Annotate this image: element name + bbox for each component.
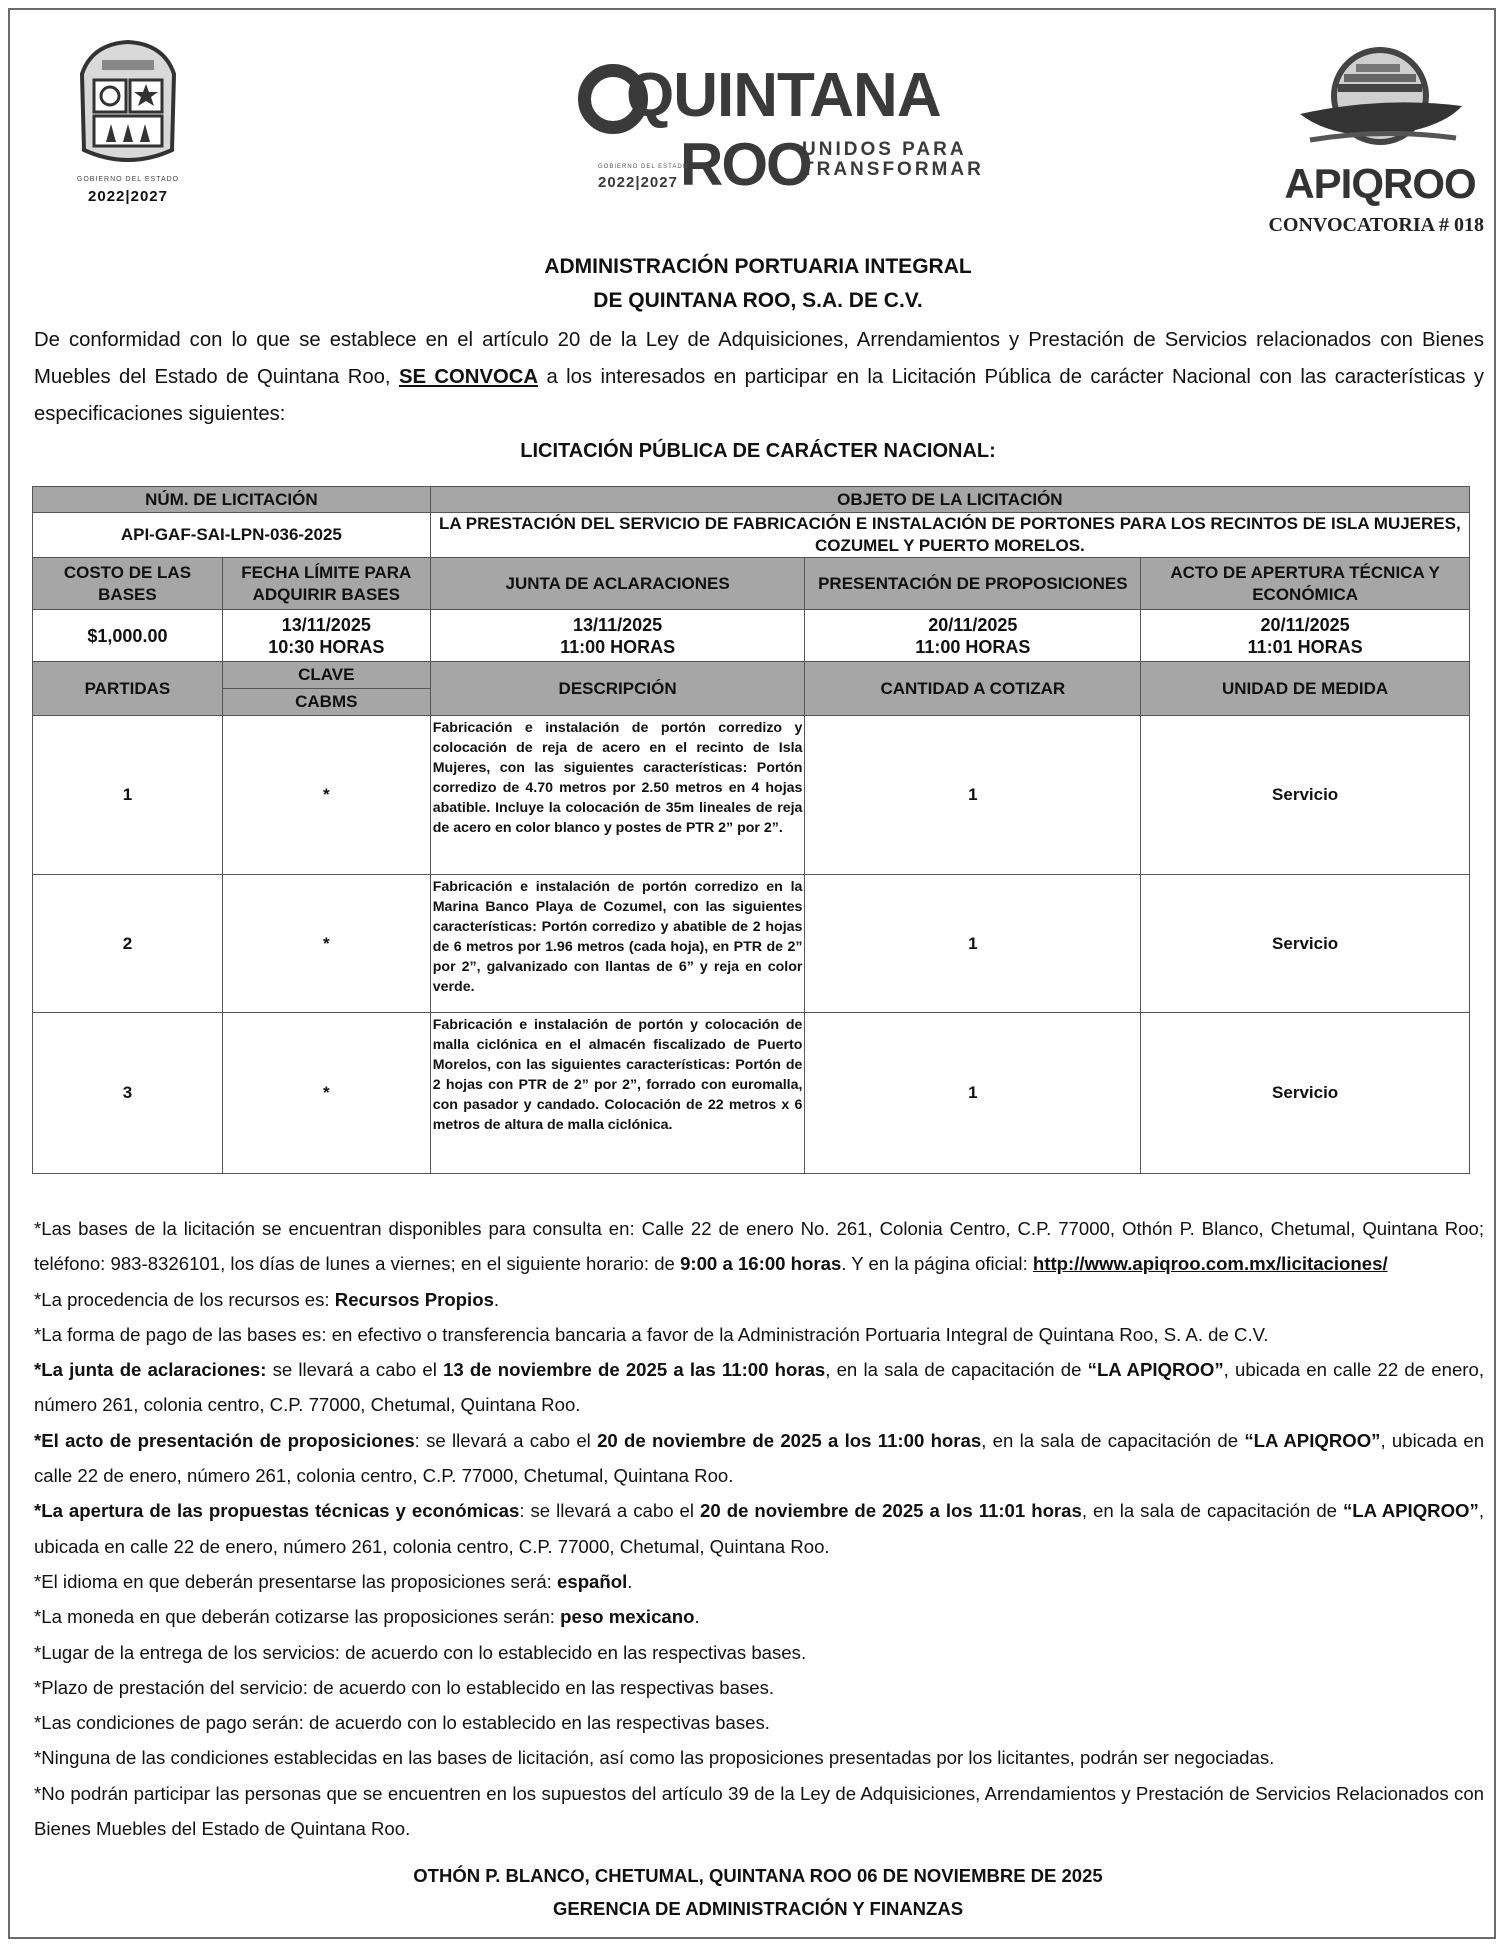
licitacion-table	[32, 486, 1470, 1174]
note-lugar-entrega: *Lugar de la entrega de los servicios: de acuerdo con lo establecido en las respectivas bases.	[34, 1641, 807, 1663]
header-num-licitacion: NÚM. DE LICITACIÓN	[33, 487, 431, 513]
table-row	[33, 875, 1470, 1013]
note-recursos	[34, 1282, 1484, 1317]
header-descripcion: DESCRIPCIÓN	[430, 662, 805, 716]
junta-time: 11:00 HORAS	[560, 636, 676, 657]
note-idioma	[34, 1564, 1484, 1599]
presentacion-value	[805, 610, 1141, 662]
organization-line-1: ADMINISTRACIÓN PORTUARIA INTEGRAL	[544, 255, 972, 278]
left-logo-gov-text: GOBIERNO DEL ESTADO	[76, 176, 180, 183]
center-logo-gov-text: GOBIERNO DEL ESTADO	[598, 164, 689, 170]
header-partidas: PARTIDAS	[33, 662, 223, 716]
clave-value: *	[222, 716, 430, 875]
note-presentacion	[34, 1423, 1484, 1494]
note-text: , ubicada en calle 22 de enero, número 261, colonia centro, C.P. 77000, Chetumal, Quintana Roo.	[34, 1359, 1484, 1416]
description-text: Fabricación e instalación de portón corredizo en la Marina Banco Playa de Cozumel, con las siguientes características: Portón corredizo y abatible de 2 hojas de 6 metros por 1.96 metros (cada hoja), en PTR de 2” por 2”, galvanizado con llantas de 6” y reja en color verde.	[430, 875, 805, 1013]
note-text: .	[694, 1606, 700, 1628]
note-text: , en la sala de capacitación de	[825, 1359, 1088, 1381]
note-forma-pago: *La forma de pago de las bases es: en efectivo o transferencia bancaria a favor de la Administración Portuaria Integral de Quintana Roo, S. A. de C.V.	[34, 1323, 1269, 1345]
header-cantidad: CANTIDAD A COTIZAR	[805, 662, 1141, 716]
header-junta-aclaraciones: JUNTA DE ACLARACIONES	[430, 558, 805, 610]
header-clave: CLAVE	[222, 662, 430, 689]
note-moneda	[34, 1599, 1484, 1634]
note-apertura	[34, 1493, 1484, 1564]
footer-place-date: OTHÓN P. BLANCO, CHETUMAL, QUINTANA ROO 06 DE NOVIEMBRE DE 2025	[413, 1865, 1103, 1886]
left-logo-period: 2022|2027	[88, 188, 168, 205]
unidad-value: Servicio	[1141, 875, 1470, 1013]
cantidad-value: 1	[805, 716, 1141, 875]
note-text: se llevará a cabo el	[266, 1359, 444, 1381]
acto-time: 11:01 HORAS	[1247, 636, 1363, 657]
note-bases	[34, 1211, 1484, 1282]
note-text: , ubicada en calle 22 de enero, número 261, colonia centro, C.P. 77000, Chetumal, Quintana Roo.	[34, 1500, 1484, 1557]
presentacion-date: 20/11/2025	[928, 614, 1018, 635]
apiqroo-logo	[1280, 44, 1480, 207]
note-bold: 13 de noviembre de 2025 a las 11:00 horas	[443, 1359, 826, 1381]
unidad-value: Servicio	[1141, 716, 1470, 875]
clave-value: *	[222, 1013, 430, 1174]
costo-value: $1,000.00	[33, 610, 223, 662]
note-bold: Recursos Propios	[334, 1288, 494, 1310]
slogan-line-2: TRANSFORMAR	[802, 159, 984, 180]
note-text: , ubicada en calle 22 de enero, número 261, colonia centro, C.P. 77000, Chetumal, Quintana Roo.	[34, 1429, 1485, 1487]
header-costo-bases: COSTO DE LAS BASES	[33, 558, 223, 610]
note-bold: 9:00 a 16:00 horas	[680, 1253, 842, 1275]
cantidad-value: 1	[805, 1013, 1141, 1174]
note-text: : se llevará a cabo el	[519, 1500, 701, 1522]
ship-emblem-icon	[1280, 44, 1480, 164]
partida-number: 2	[33, 875, 223, 1013]
header-fecha-limite: FECHA LÍMITE PARA ADQUIRIR BASES	[222, 558, 430, 610]
unidad-value: Servicio	[1141, 1013, 1470, 1174]
notes-section	[34, 1211, 1484, 1846]
intro-part-1: De conformidad con lo que se establece en el artículo 20 de la Ley de Adquisiciones, Arrendamientos y Prestación de Servicios relacionados con Bienes Muebles del Estado de Quintana Roo,	[34, 329, 1484, 388]
note-text: *Las bases de la licitación se encuentran disponibles para consulta en: Calle 22 de enero No. 261, Colonia Centro, C.P. 77000, Othón P. Blanco, Chetumal, Quintana Roo; teléfono: 983-8326101, los días de lunes a viernes; en el siguiente horario: de	[34, 1218, 1484, 1275]
header-acto-apertura: ACTO DE APERTURA TÉCNICA Y ECONÓMICA	[1141, 558, 1470, 610]
note-text: . Y en la página oficial:	[841, 1253, 1033, 1275]
fecha-limite-date: 13/11/2025	[281, 614, 371, 635]
note-text: *La moneda en que deberán cotizarse las proposiciones serán:	[34, 1606, 561, 1628]
note-text: .	[493, 1288, 500, 1310]
fecha-limite-time: 10:30 HORAS	[268, 636, 385, 657]
acto-value	[1141, 610, 1470, 662]
header-presentacion: PRESENTACIÓN DE PROPOSICIONES	[805, 558, 1141, 610]
num-licitacion-value: API-GAF-SAI-LPN-036-2025	[33, 513, 431, 558]
note-junta	[34, 1352, 1484, 1423]
note-bold: 20 de noviembre de 2025 a los 11:00 horas	[597, 1429, 982, 1451]
section-title: LICITACIÓN PÚBLICA DE CARÁCTER NACIONAL:	[520, 440, 996, 462]
intro-paragraph	[34, 322, 1484, 433]
convocatoria-number: CONVOCATORIA # 018	[1268, 214, 1484, 236]
logo-word-quintana: QUINTANA	[626, 61, 941, 130]
note-negociacion: *Ninguna de las condiciones establecidas en las bases de licitación, así como las proposiciones presentadas por los licitantes, podrán ser negociadas.	[34, 1747, 1275, 1769]
note-bold: “LA APIQROO”	[1087, 1359, 1224, 1381]
note-text: *La procedencia de los recursos es:	[34, 1288, 335, 1310]
logo-slogan	[802, 140, 984, 180]
logo-word-roo: ROO	[680, 131, 811, 198]
partida-number: 3	[33, 1013, 223, 1174]
note-bold: “LA APIQROO”	[1343, 1500, 1479, 1522]
clave-value: *	[222, 875, 430, 1013]
partida-number: 1	[33, 716, 223, 875]
note-bold: *El acto de presentación de proposiciones	[34, 1429, 415, 1451]
note-bold: “LA APIQROO”	[1244, 1429, 1381, 1451]
header-unidad: UNIDAD DE MEDIDA	[1141, 662, 1470, 716]
cantidad-value: 1	[805, 875, 1141, 1013]
table-row	[33, 1013, 1470, 1174]
header-objeto: OBJETO DE LA LICITACIÓN	[430, 487, 1469, 513]
footer-department: GERENCIA DE ADMINISTRACIÓN Y FINANZAS	[552, 1898, 964, 1919]
acto-date: 20/11/2025	[1260, 614, 1350, 635]
note-text: *El idioma en que deberán presentarse las proposiciones será:	[34, 1570, 558, 1592]
state-coat-of-arms-logo	[72, 40, 184, 208]
fecha-limite-value	[222, 610, 430, 662]
table-row	[33, 716, 1470, 875]
note-text: .	[627, 1570, 633, 1592]
note-bold: peso mexicano	[560, 1606, 695, 1628]
slogan-line-1: UNIDOS PARA	[802, 139, 967, 160]
presentacion-time: 11:00 HORAS	[915, 636, 1031, 657]
quintana-roo-logo	[578, 60, 984, 198]
note-bold: español	[557, 1570, 628, 1592]
note-impedimentos: *No podrán participar las personas que se encuentren en los supuestos del artículo 39 de la Ley de Adquisiciones, Arrendamientos y Prestación de Servicios Relacionados con Bienes Muebles del Estado de Quintana Roo.	[34, 1782, 1484, 1840]
note-condiciones-pago: *Las condiciones de pago serán: de acuerdo con lo establecido en las respectivas bases.	[34, 1712, 770, 1734]
footer	[0, 1859, 1506, 1925]
center-logo-period: 2022|2027	[598, 174, 678, 191]
note-text: , en la sala de capacitación de	[1081, 1500, 1343, 1522]
objeto-value: LA PRESTACIÓN DEL SERVICIO DE FABRICACIÓN E INSTALACIÓN DE PORTONES PARA LOS RECINTOS DE ISLA MUJERES, COZUMEL Y PUERTO MORELOS.	[430, 513, 1469, 558]
note-bold: 20 de noviembre de 2025 a los 11:01 horas	[700, 1500, 1082, 1522]
description-text: Fabricación e instalación de portón corredizo y colocación de reja de acero en el recinto de Isla Mujeres, con las siguientes características: Portón corredizo de 4.70 metros por 2.50 metros en 4 hojas abatible. Incluye la colocación de 35m lineales de reja de acero en color blanco y postes de PTR 2” por 2”.	[430, 716, 805, 875]
header-cabms: CABMS	[222, 689, 430, 716]
organization-line-2: DE QUINTANA ROO, S.A. DE C.V.	[593, 289, 923, 312]
note-bold: *La junta de aclaraciones:	[34, 1359, 267, 1381]
note-plazo: *Plazo de prestación del servicio: de acuerdo con lo establecido en las respectivas bases.	[34, 1676, 775, 1698]
intro-part-2: a los interesados en participar en la Licitación Pública de carácter Nacional con las características y especificaciones siguientes:	[34, 366, 1485, 425]
note-bold: *La apertura de las propuestas técnicas y económicas	[34, 1500, 520, 1522]
official-page-link[interactable]: http://www.apiqroo.com.mx/licitaciones/	[1032, 1253, 1388, 1275]
junta-value	[430, 610, 805, 662]
note-text: : se llevará a cabo el	[414, 1429, 598, 1451]
junta-date: 13/11/2025	[573, 614, 663, 635]
description-text: Fabricación e instalación de portón y colocación de malla ciclónica en el almacén fiscalizado de Puerto Morelos, con las siguientes características: Portón de 2 hojas con PTR de 2” por 2”, forrado con euromalla, con pasador y candado. Colocación de 22 metros x 6 metros de altura de malla ciclónica.	[430, 1013, 805, 1174]
note-text: , en la sala de capacitación de	[981, 1429, 1245, 1451]
apiqroo-logo-text: APIQROO	[1284, 160, 1476, 207]
intro-se-convoca: SE CONVOCA	[398, 366, 539, 388]
organization-title	[0, 250, 1506, 318]
